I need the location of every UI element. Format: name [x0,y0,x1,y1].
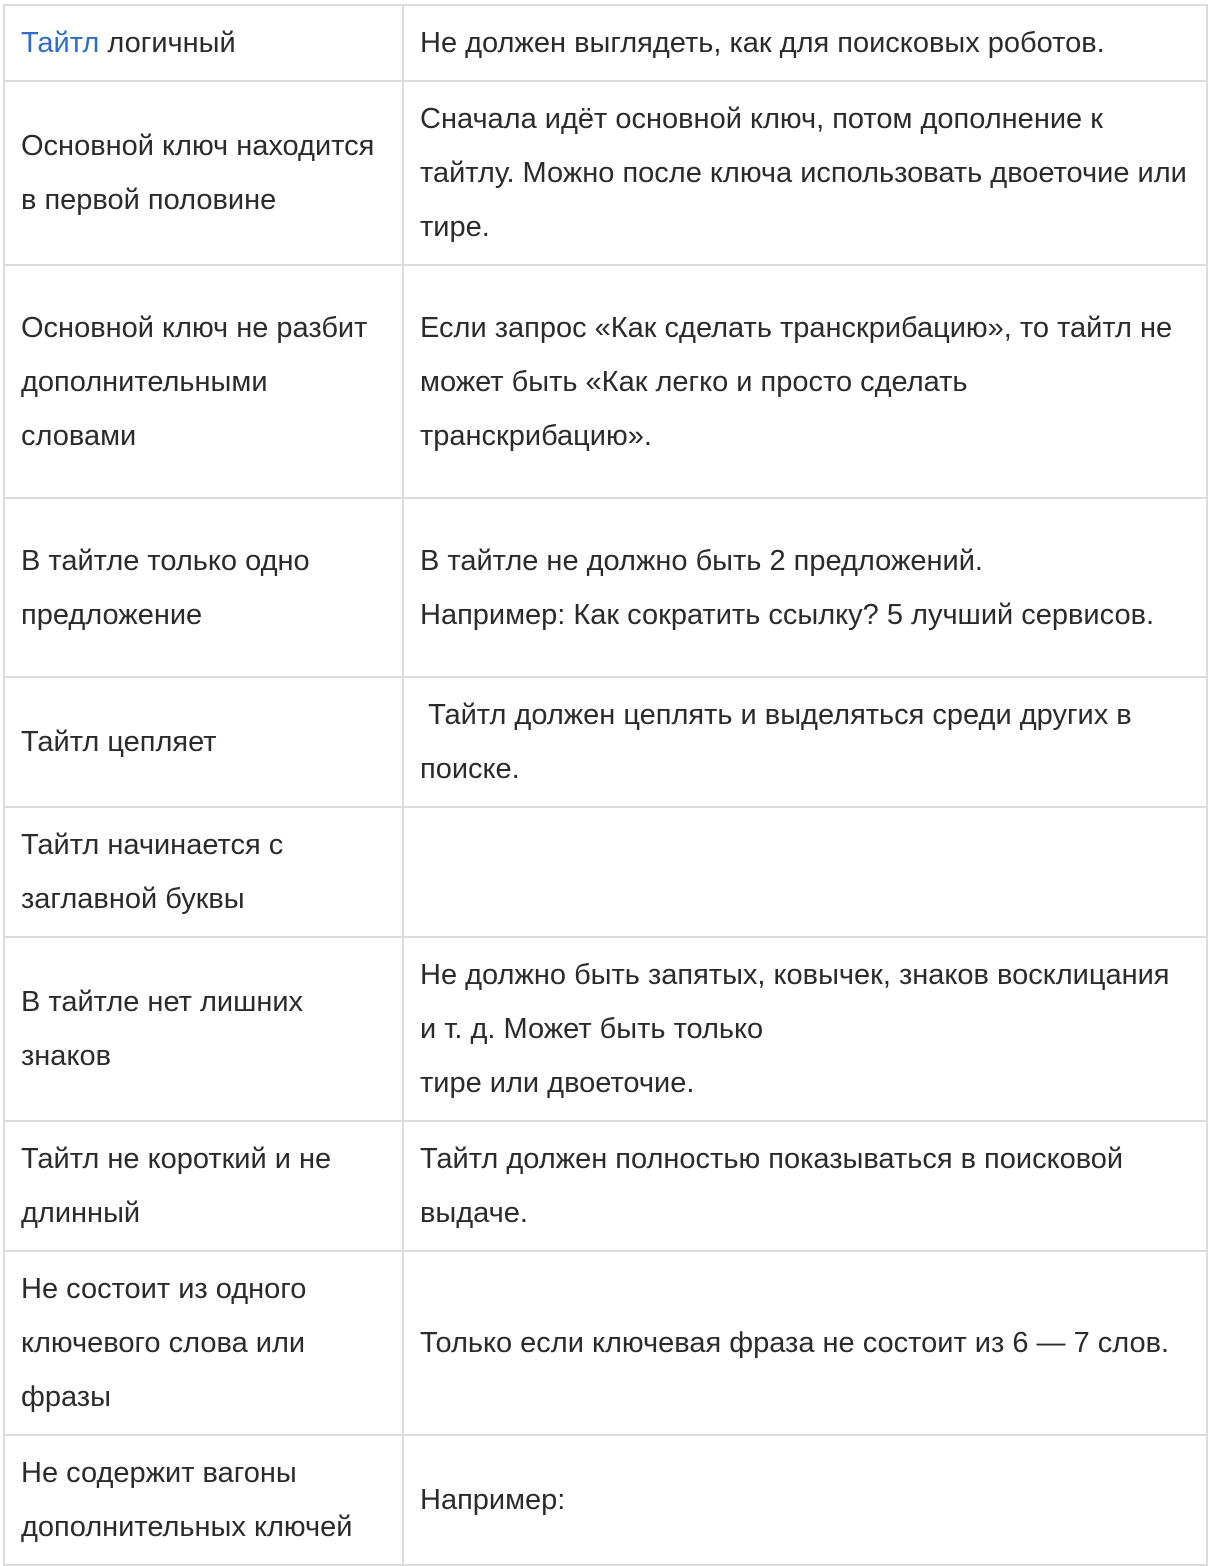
checklist-table [3,4,1208,1566]
explanation-cell: Сначала идёт основной ключ, потом дополнение к тайтлу. Можно после ключа использовать двоеточие или тире. [403,81,1207,265]
explanation-cell: Не должен выглядеть, как для поисковых роботов. [403,5,1207,81]
explanation-line: тире или двоеточие. [420,1067,695,1099]
explanation-cell: Если запрос «Как сделать транскрибацию», то тайтл не может быть «Как легко и просто сделать транскрибацию». [403,265,1207,498]
explanation-cell: Только если ключевая фраза не состоит из 6 — 7 слов. [403,1251,1207,1435]
explanation-cell [403,937,1207,1121]
table-row [4,677,1207,807]
criterion-cell: Основной ключ находится в первой половине [4,81,403,265]
explanation-line: В тайтле не должно быть 2 предложений. [420,544,983,577]
table-row [4,81,1207,265]
explanation-line: Например: Как сократить ссылку? 5 лучший сервисов. [420,598,1155,631]
table-row [4,1435,1207,1565]
criterion-cell: Не содержит вагоны дополнительных ключей [4,1435,403,1565]
explanation-cell: Тайтл должен полностью показываться в поисковой выдаче. [403,1121,1207,1251]
table-row [4,498,1207,677]
table-row [4,5,1207,81]
explanation-line: Не должно быть запятых, ковычек, знаков восклицания и т. д. Может быть только [420,959,1170,1045]
criterion-cell: Тайтл начинается с заглавной буквы [4,807,403,937]
explanation-cell [403,498,1207,677]
table-row [4,1251,1207,1435]
table-row [4,1121,1207,1251]
criterion-cell: Тайтл цепляет [4,677,403,807]
title-link[interactable]: Тайтл [21,27,100,59]
criterion-cell: Тайтл не короткий и не длинный [4,1121,403,1251]
table-row [4,807,1207,937]
criterion-cell [4,5,403,81]
criterion-cell: Не состоит из одного ключевого слова или фразы [4,1251,403,1435]
explanation-cell: Тайтл должен цеплять и выделяться среди других в поиске. [403,677,1207,807]
table-row [4,937,1207,1121]
explanation-cell: Например: [403,1435,1207,1565]
criterion-cell: Основной ключ не разбит дополнительными словами [4,265,403,498]
table-row [4,265,1207,498]
criterion-cell: В тайтле только одно предложение [4,498,403,677]
criterion-text: логичный [99,27,236,59]
explanation-cell [403,807,1207,937]
criterion-cell: В тайтле нет лишних знаков [4,937,403,1121]
